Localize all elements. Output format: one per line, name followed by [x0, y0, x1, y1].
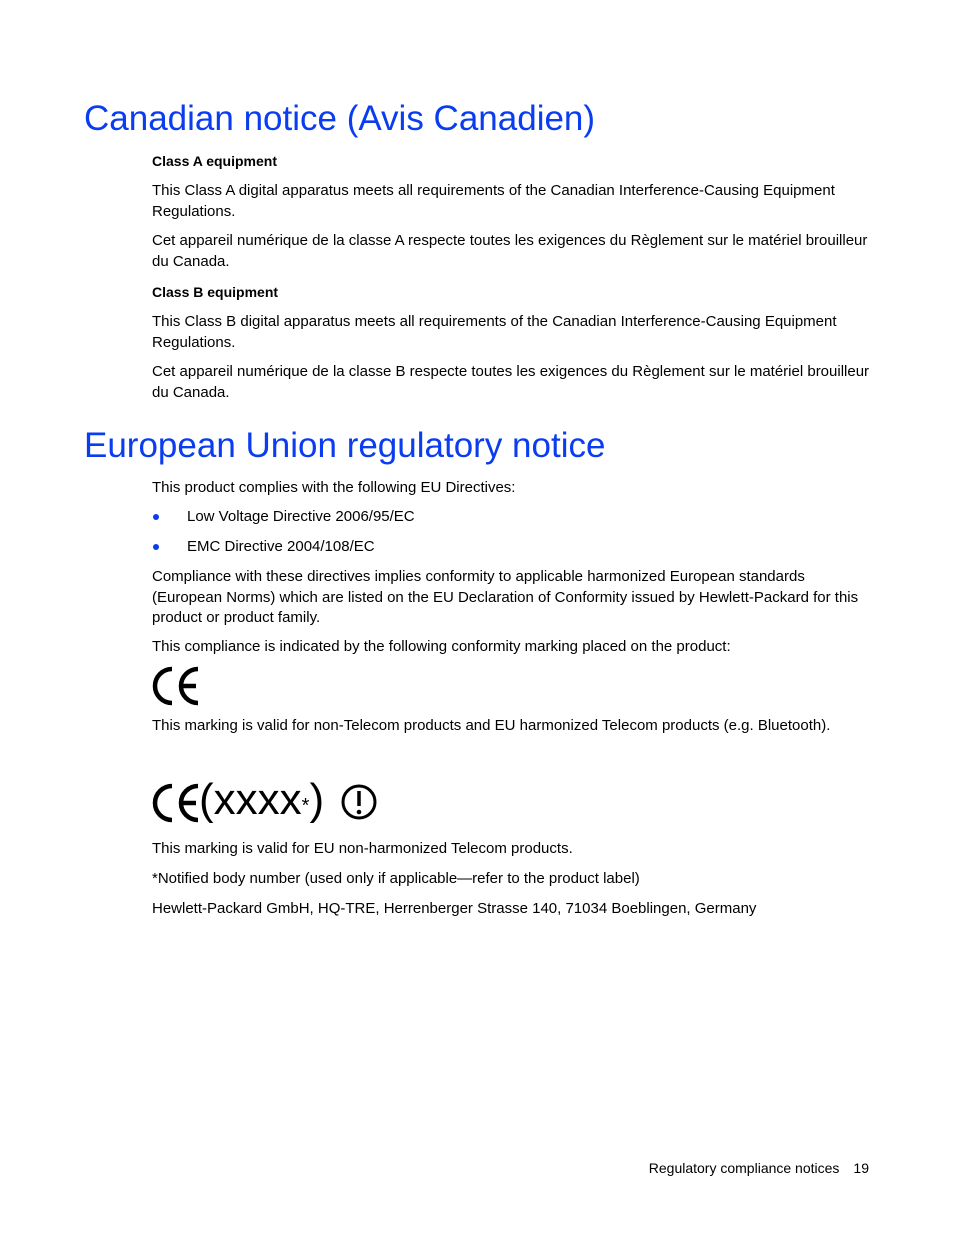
- directive-label: EMC Directive 2004/108/EC: [187, 538, 375, 555]
- class-b-title: Class B equipment: [152, 284, 279, 300]
- notified-body-placeholder: (xxxx*): [199, 775, 325, 824]
- eu-intro-text: This product complies with the following EU Directives:: [152, 479, 516, 496]
- canadian-notice-heading: Canadian notice (Avis Canadien): [84, 99, 596, 138]
- eu-notice-heading: European Union regulatory notice: [84, 426, 606, 465]
- eu-indicated-text: This compliance is indicated by the following conformity marking placed on the product:: [152, 638, 731, 655]
- notified-body-note: *Notified body number (used only if applicable—refer to the product label): [152, 870, 640, 887]
- class-a-english-text: This Class A digital apparatus meets all requirements of the Canadian Interference-Causing Equipment Regulations.: [152, 182, 835, 220]
- eu-compliance-text: Compliance with these directives implies conformity to applicable harmonized European standards (European Norms) which are listed on the EU Declaration of Conformity issued by Hewlett-Packard for this product or product family.: [152, 568, 859, 626]
- manufacturer-address: Hewlett-Packard GmbH, HQ-TRE, Herrenberger Strasse 140, 71034 Boeblingen, Germany: [152, 900, 757, 917]
- class-a-french-text: Cet appareil numérique de la classe A respecte toutes les exigences du Règlement sur le matériel brouilleur du Canada.: [152, 232, 868, 270]
- bullet-icon: [153, 514, 159, 520]
- footer-section-title: Regulatory compliance notices: [648, 1160, 840, 1176]
- directive-label: Low Voltage Directive 2006/95/EC: [187, 508, 415, 525]
- ce-telecom-marking: [152, 775, 392, 828]
- marking1-note: This marking is valid for non-Telecom products and EU harmonized Telecom products (e.g. Bluetooth).: [152, 717, 831, 734]
- page-number: 19: [853, 1160, 869, 1176]
- ce-mark-icon: [152, 665, 202, 707]
- page-footer: [649, 1158, 869, 1178]
- alert-circle-icon: [341, 784, 377, 820]
- bullet-icon: [153, 544, 159, 550]
- marking2-note: This marking is valid for EU non-harmonized Telecom products.: [152, 840, 573, 857]
- class-a-title: Class A equipment: [152, 153, 277, 169]
- class-b-french-text: Cet appareil numérique de la classe B respecte toutes les exigences du Règlement sur le matériel brouilleur du Canada.: [152, 363, 870, 401]
- ce-mark-icon: [152, 782, 202, 824]
- class-b-english-text: This Class B digital apparatus meets all requirements of the Canadian Interference-Causing Equipment Regulations.: [152, 313, 837, 351]
